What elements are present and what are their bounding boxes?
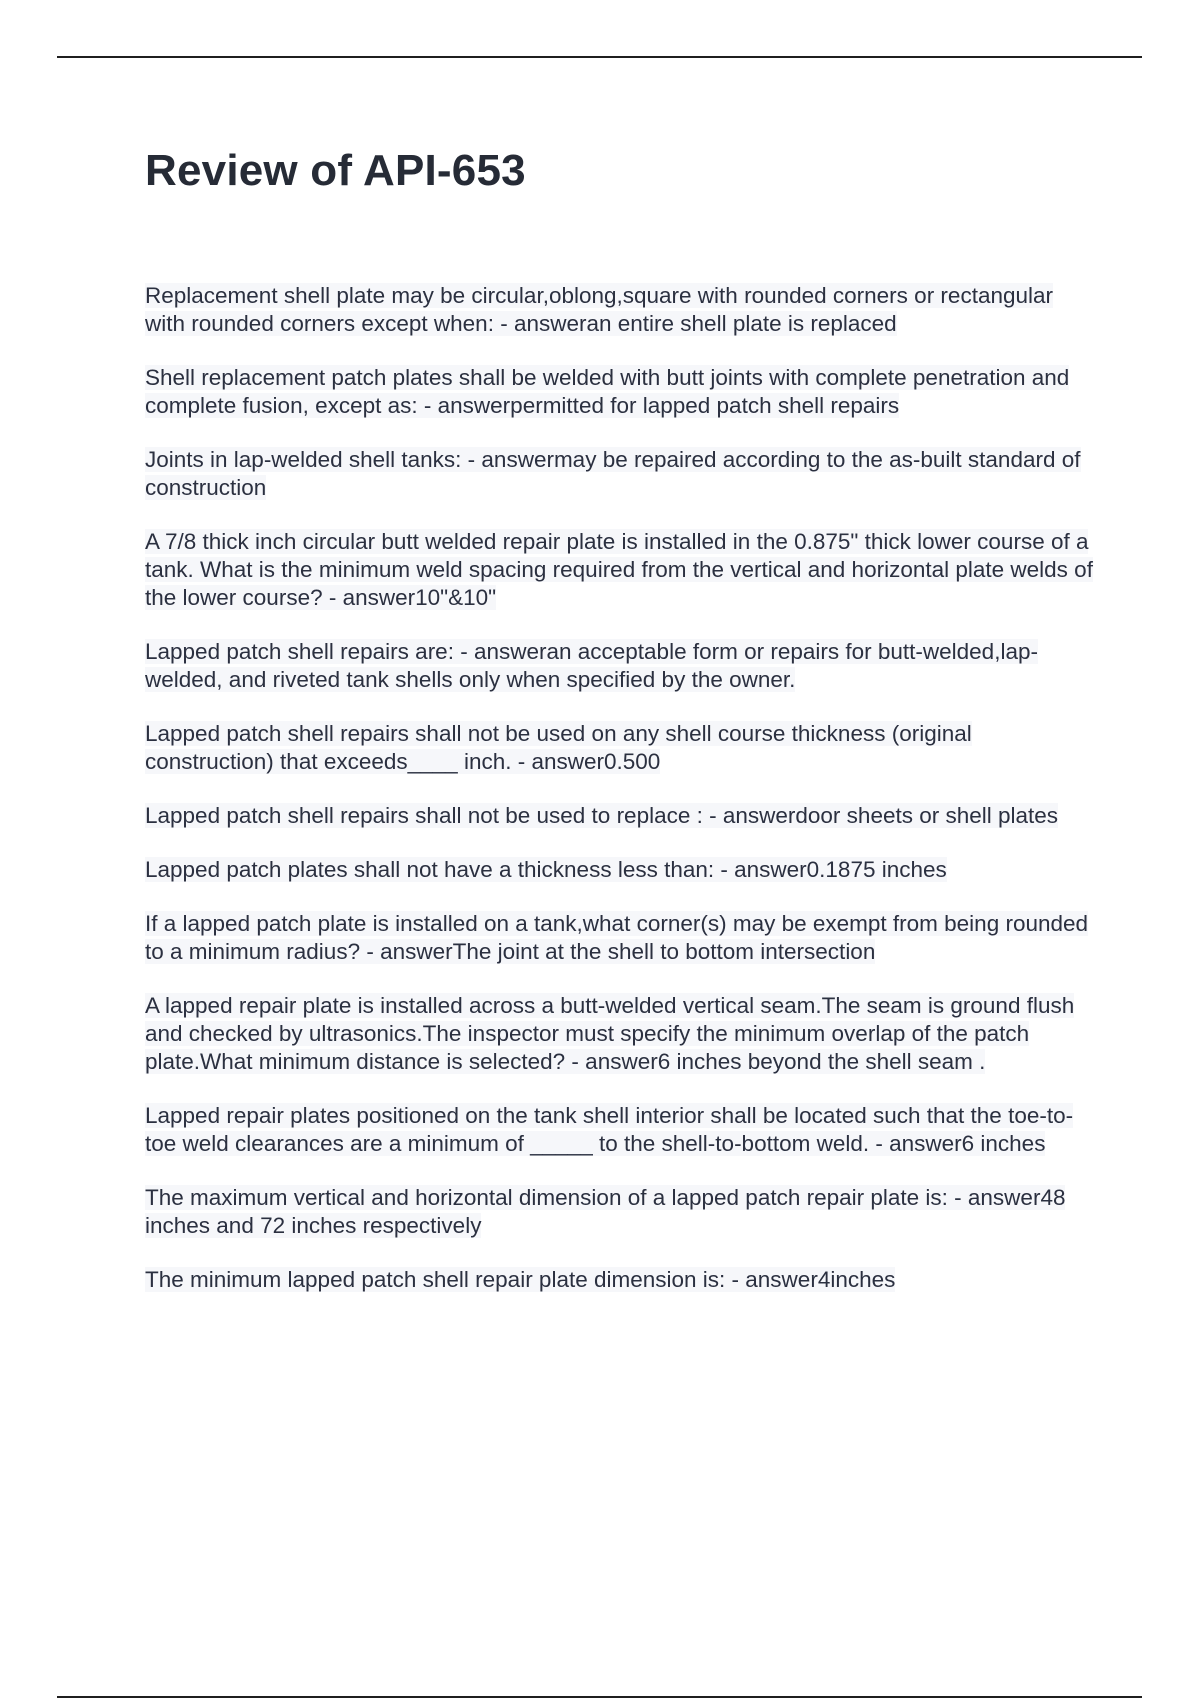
- qa-text: Lapped repair plates positioned on the tank shell interior shall be located such that the toe-to-toe weld clearances are a minimum of _____ to the shell-to-bottom weld. - answer6 inches: [145, 1103, 1074, 1156]
- top-divider: [57, 56, 1142, 58]
- qa-item: [145, 992, 1095, 1076]
- qa-text: A lapped repair plate is installed across a butt-welded vertical seam.The seam is ground flush and checked by ultrasonics.The inspector must specify the minimum overlap of the patch plate.What minimum distance is selected? - answer6 inches beyond the shell seam .: [145, 993, 1075, 1074]
- qa-item: [145, 638, 1095, 694]
- qa-text: Replacement shell plate may be circular,oblong,square with rounded corners or rectangular with rounded corners except when: - answeran entire shell plate is replaced: [145, 283, 1053, 336]
- qa-text: Lapped patch shell repairs are: - answeran acceptable form or repairs for butt-welded,lap-welded, and riveted tank shells only when specified by the owner.: [145, 639, 1038, 692]
- qa-text: If a lapped patch plate is installed on a tank,what corner(s) may be exempt from being rounded to a minimum radius? - answerThe joint at the shell to bottom intersection: [145, 911, 1089, 964]
- qa-item: [145, 1184, 1095, 1240]
- qa-list: [145, 282, 1095, 1320]
- qa-text: Shell replacement patch plates shall be welded with butt joints with complete penetration and complete fusion, except as: - answerpermitted for lapped patch shell repairs: [145, 365, 1070, 418]
- qa-text: Joints in lap-welded shell tanks: - answermay be repaired according to the as-built standard of construction: [145, 447, 1081, 500]
- qa-item: [145, 1102, 1095, 1158]
- qa-item: [145, 364, 1095, 420]
- qa-text: The maximum vertical and horizontal dimension of a lapped patch repair plate is: - answer48 inches and 72 inches respectively: [145, 1185, 1066, 1238]
- qa-item: [145, 1266, 1095, 1294]
- qa-item: [145, 528, 1095, 612]
- page-title: Review of API-653: [145, 146, 526, 195]
- qa-item: [145, 282, 1095, 338]
- qa-item: [145, 856, 1095, 884]
- bottom-divider: [57, 1696, 1142, 1698]
- qa-text: Lapped patch shell repairs shall not be used on any shell course thickness (original construction) that exceeds____ inch. - answer0.500: [145, 721, 972, 774]
- qa-item: [145, 802, 1095, 830]
- qa-text: The minimum lapped patch shell repair plate dimension is: - answer4inches: [145, 1267, 896, 1292]
- qa-item: [145, 446, 1095, 502]
- qa-text: A 7/8 thick inch circular butt welded repair plate is installed in the 0.875" thick lower course of a tank. What is the minimum weld spacing required from the vertical and horizontal plate welds of the lower course? - answer10"&10": [145, 529, 1093, 610]
- qa-text: Lapped patch shell repairs shall not be used to replace : - answerdoor sheets or shell plates: [145, 803, 1059, 828]
- qa-item: [145, 720, 1095, 776]
- qa-text: Lapped patch plates shall not have a thickness less than: - answer0.1875 inches: [145, 857, 947, 882]
- qa-item: [145, 910, 1095, 966]
